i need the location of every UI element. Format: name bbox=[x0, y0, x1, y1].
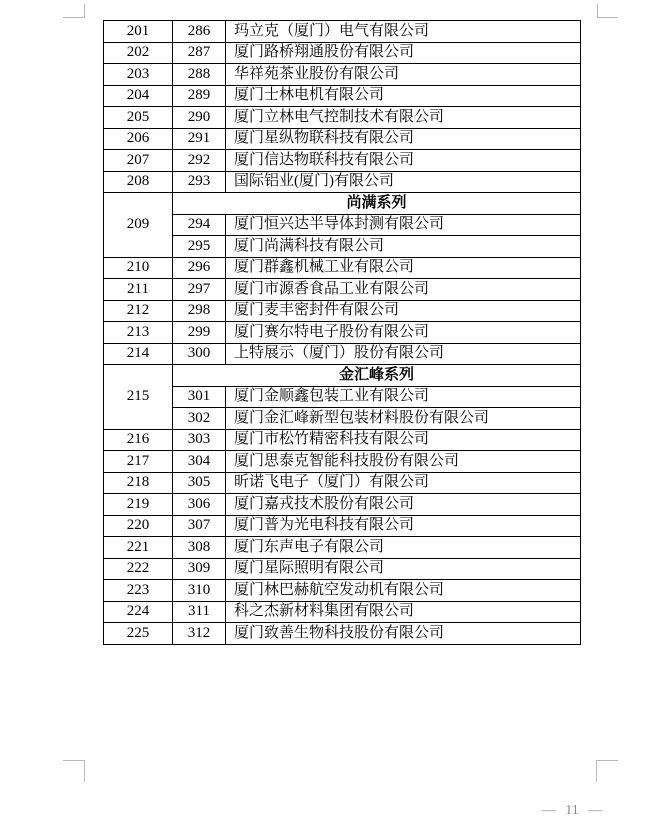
num-cell: 299 bbox=[173, 322, 226, 344]
num-cell: 297 bbox=[173, 279, 226, 301]
table-row bbox=[104, 279, 581, 301]
seq-cell: 202 bbox=[104, 42, 173, 64]
series-header-cell: 金汇峰系列 bbox=[173, 365, 581, 387]
num-cell: 291 bbox=[173, 128, 226, 150]
table-row bbox=[104, 322, 581, 344]
company-name-cell: 科之杰新材料集团有限公司 bbox=[226, 601, 581, 623]
seq-cell: 216 bbox=[104, 429, 173, 451]
seq-cell: 204 bbox=[104, 85, 173, 107]
company-name-cell: 厦门嘉戎技术股份有限公司 bbox=[226, 494, 581, 516]
table-row bbox=[104, 365, 581, 387]
table-row bbox=[104, 558, 581, 580]
seq-cell: 223 bbox=[104, 580, 173, 602]
company-name-cell: 厦门恒兴达半导体封测有限公司 bbox=[226, 214, 581, 236]
table-row bbox=[104, 21, 581, 43]
num-cell: 309 bbox=[173, 558, 226, 580]
margin-mark-bottom-right bbox=[596, 760, 618, 782]
seq-cell: 203 bbox=[104, 64, 173, 86]
company-name-cell: 厦门麦丰密封件有限公司 bbox=[226, 300, 581, 322]
num-cell: 303 bbox=[173, 429, 226, 451]
table-row bbox=[104, 150, 581, 172]
table-row bbox=[104, 429, 581, 451]
table-row bbox=[104, 107, 581, 129]
num-cell: 298 bbox=[173, 300, 226, 322]
num-cell: 300 bbox=[173, 343, 226, 365]
company-name-cell: 厦门市源香食品工业有限公司 bbox=[226, 279, 581, 301]
table-row bbox=[104, 42, 581, 64]
num-cell: 292 bbox=[173, 150, 226, 172]
company-name-cell: 厦门市松竹精密科技有限公司 bbox=[226, 429, 581, 451]
table-row bbox=[104, 515, 581, 537]
seq-cell: 215 bbox=[104, 365, 173, 430]
num-cell: 312 bbox=[173, 623, 226, 645]
table-row bbox=[104, 171, 581, 193]
company-name-cell: 厦门士林电机有限公司 bbox=[226, 85, 581, 107]
num-cell: 294 bbox=[173, 214, 226, 236]
company-table-body bbox=[104, 21, 581, 645]
seq-cell: 217 bbox=[104, 451, 173, 473]
company-name-cell: 厦门赛尔特电子股份有限公司 bbox=[226, 322, 581, 344]
seq-cell: 201 bbox=[104, 21, 173, 43]
num-cell: 306 bbox=[173, 494, 226, 516]
company-name-cell: 厦门致善生物科技股份有限公司 bbox=[226, 623, 581, 645]
num-cell: 290 bbox=[173, 107, 226, 129]
table-row bbox=[104, 214, 581, 236]
num-cell: 286 bbox=[173, 21, 226, 43]
company-name-cell: 厦门星际照明有限公司 bbox=[226, 558, 581, 580]
seq-cell: 213 bbox=[104, 322, 173, 344]
seq-cell: 212 bbox=[104, 300, 173, 322]
company-name-cell: 国际铝业(厦门)有限公司 bbox=[226, 171, 581, 193]
table-row bbox=[104, 64, 581, 86]
num-cell: 310 bbox=[173, 580, 226, 602]
seq-cell: 219 bbox=[104, 494, 173, 516]
num-cell: 305 bbox=[173, 472, 226, 494]
table-row bbox=[104, 537, 581, 559]
company-name-cell: 厦门星纵物联科技有限公司 bbox=[226, 128, 581, 150]
page-number: — 11 — bbox=[541, 803, 603, 818]
seq-cell: 207 bbox=[104, 150, 173, 172]
company-name-cell: 厦门思泰克智能科技股份有限公司 bbox=[226, 451, 581, 473]
table-row bbox=[104, 472, 581, 494]
table-row bbox=[104, 257, 581, 279]
table-row bbox=[104, 193, 581, 215]
seq-cell: 224 bbox=[104, 601, 173, 623]
seq-cell: 225 bbox=[104, 623, 173, 645]
table-row bbox=[104, 343, 581, 365]
company-name-cell: 厦门信达物联科技有限公司 bbox=[226, 150, 581, 172]
seq-cell: 205 bbox=[104, 107, 173, 129]
seq-cell: 220 bbox=[104, 515, 173, 537]
table-row bbox=[104, 623, 581, 645]
num-cell: 302 bbox=[173, 408, 226, 430]
num-cell: 288 bbox=[173, 64, 226, 86]
company-name-cell: 厦门金汇峰新型包装材料股份有限公司 bbox=[226, 408, 581, 430]
table-row bbox=[104, 128, 581, 150]
company-name-cell: 昕诺飞电子（厦门）有限公司 bbox=[226, 472, 581, 494]
seq-cell: 214 bbox=[104, 343, 173, 365]
company-name-cell: 厦门林巴赫航空发动机有限公司 bbox=[226, 580, 581, 602]
table-row bbox=[104, 236, 581, 258]
seq-cell: 222 bbox=[104, 558, 173, 580]
company-name-cell: 厦门东声电子有限公司 bbox=[226, 537, 581, 559]
company-name-cell: 厦门普为光电科技有限公司 bbox=[226, 515, 581, 537]
table-row bbox=[104, 580, 581, 602]
company-name-cell: 厦门群鑫机械工业有限公司 bbox=[226, 257, 581, 279]
margin-mark-top-right bbox=[597, 4, 618, 18]
company-name-cell: 华祥苑茶业股份有限公司 bbox=[226, 64, 581, 86]
table-row bbox=[104, 408, 581, 430]
num-cell: 304 bbox=[173, 451, 226, 473]
num-cell: 293 bbox=[173, 171, 226, 193]
series-header-cell: 尚满系列 bbox=[173, 193, 581, 215]
num-cell: 287 bbox=[173, 42, 226, 64]
table-row bbox=[104, 601, 581, 623]
seq-cell: 218 bbox=[104, 472, 173, 494]
company-name-cell: 厦门尚满科技有限公司 bbox=[226, 236, 581, 258]
company-name-cell: 厦门路桥翔通股份有限公司 bbox=[226, 42, 581, 64]
num-cell: 311 bbox=[173, 601, 226, 623]
num-cell: 308 bbox=[173, 537, 226, 559]
company-table bbox=[103, 20, 581, 645]
num-cell: 295 bbox=[173, 236, 226, 258]
seq-cell: 206 bbox=[104, 128, 173, 150]
company-name-cell: 玛立克（厦门）电气有限公司 bbox=[226, 21, 581, 43]
num-cell: 307 bbox=[173, 515, 226, 537]
seq-cell: 209 bbox=[104, 193, 173, 258]
seq-cell: 211 bbox=[104, 279, 173, 301]
num-cell: 301 bbox=[173, 386, 226, 408]
table-row bbox=[104, 451, 581, 473]
table-row bbox=[104, 85, 581, 107]
table-row bbox=[104, 300, 581, 322]
seq-cell: 221 bbox=[104, 537, 173, 559]
company-name-cell: 厦门立林电气控制技术有限公司 bbox=[226, 107, 581, 129]
company-name-cell: 上特展示（厦门）股份有限公司 bbox=[226, 343, 581, 365]
margin-mark-top-left bbox=[63, 4, 85, 18]
num-cell: 296 bbox=[173, 257, 226, 279]
company-name-cell: 厦门金顺鑫包装工业有限公司 bbox=[226, 386, 581, 408]
seq-cell: 208 bbox=[104, 171, 173, 193]
seq-cell: 210 bbox=[104, 257, 173, 279]
table-row bbox=[104, 386, 581, 408]
margin-mark-bottom-left bbox=[63, 760, 85, 782]
num-cell: 289 bbox=[173, 85, 226, 107]
table-row bbox=[104, 494, 581, 516]
